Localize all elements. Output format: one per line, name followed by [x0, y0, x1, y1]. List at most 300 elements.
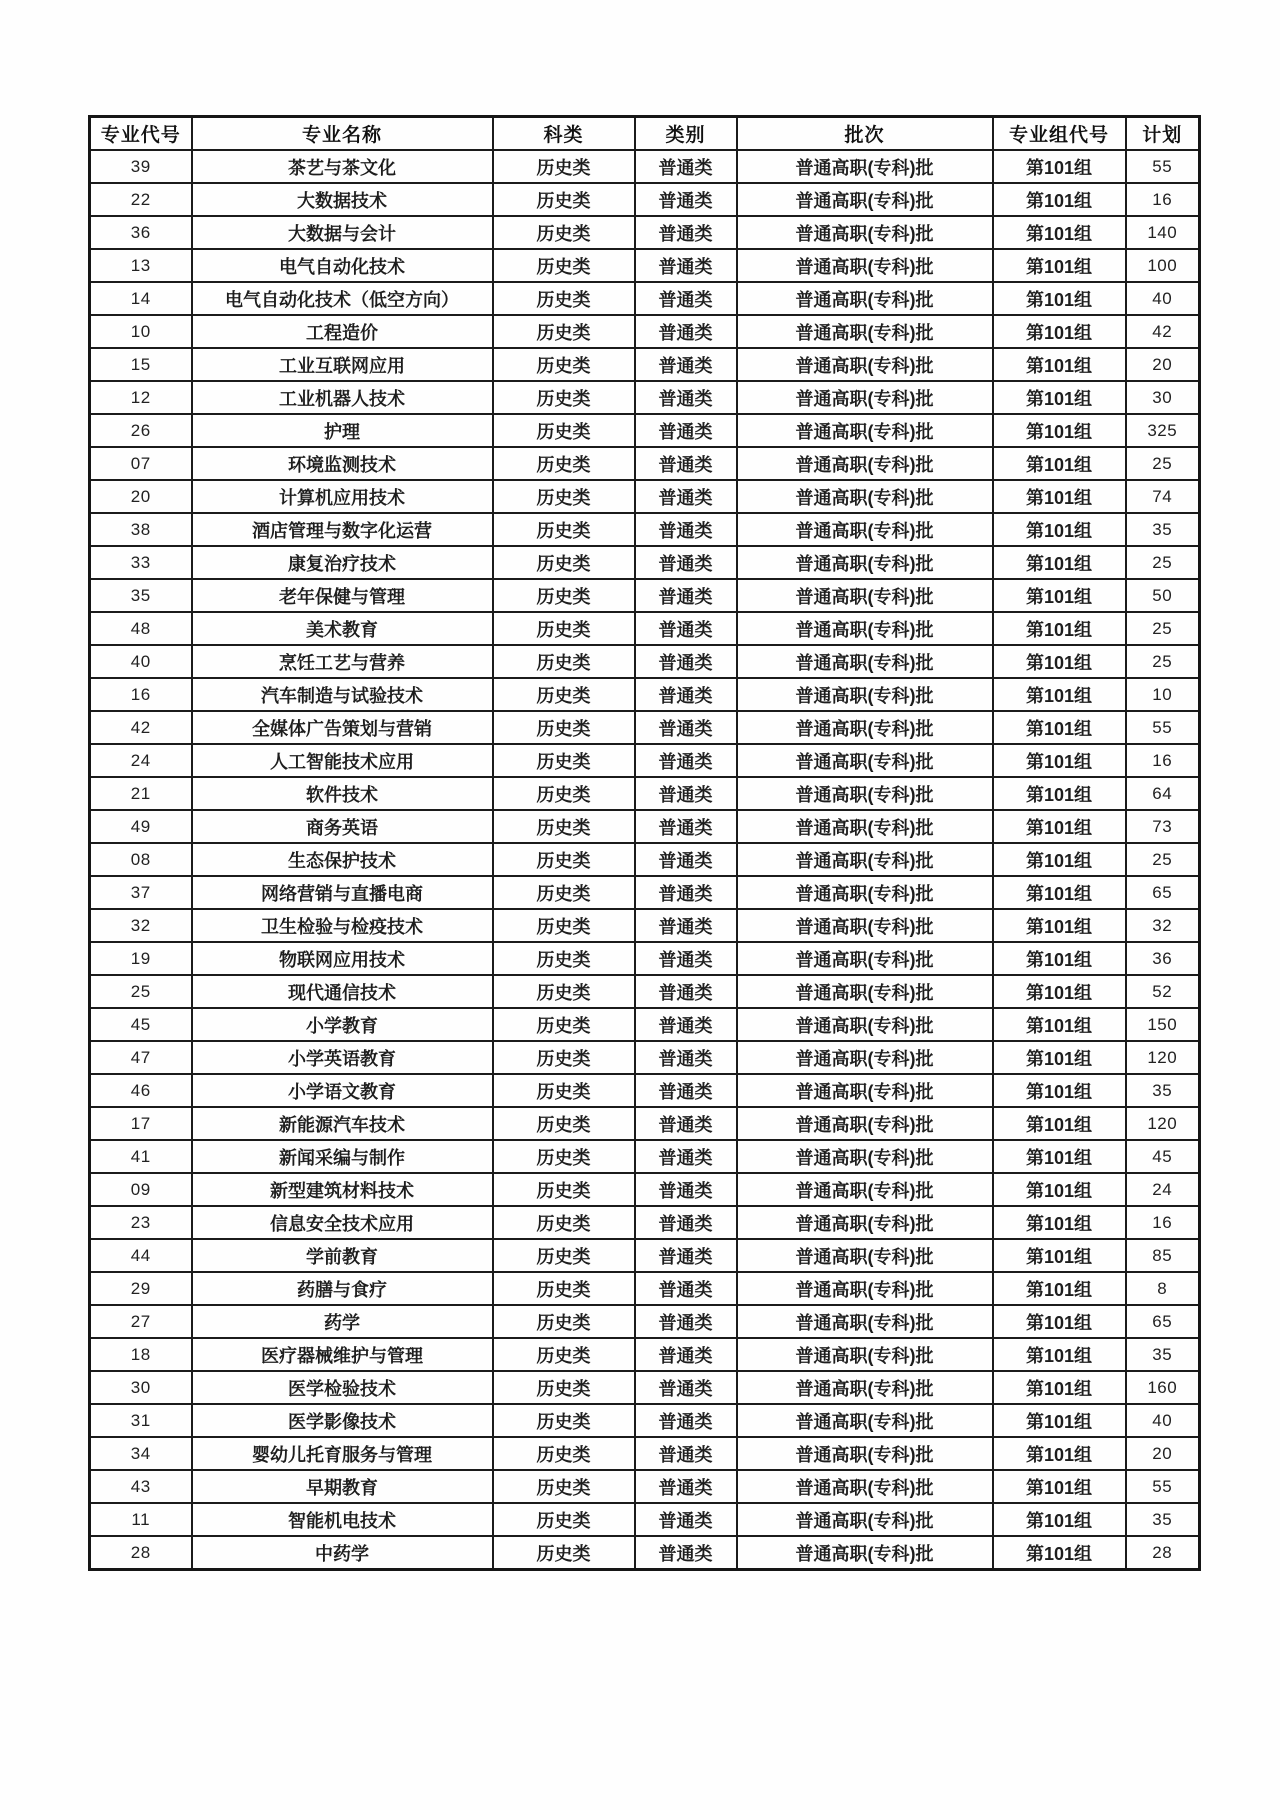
cell-code: 19	[90, 942, 192, 975]
cell-plan: 30	[1126, 381, 1200, 414]
cell-batch: 普通高职(专科)批	[737, 777, 993, 810]
cell-category: 普通类	[635, 942, 737, 975]
cell-plan: 16	[1126, 1206, 1200, 1239]
cell-plan: 74	[1126, 480, 1200, 513]
cell-batch: 普通高职(专科)批	[737, 414, 993, 447]
cell-plan: 64	[1126, 777, 1200, 810]
cell-subject: 历史类	[493, 1437, 635, 1470]
cell-batch: 普通高职(专科)批	[737, 1536, 993, 1570]
cell-name: 康复治疗技术	[192, 546, 493, 579]
cell-batch: 普通高职(专科)批	[737, 678, 993, 711]
cell-plan: 120	[1126, 1107, 1200, 1140]
cell-plan: 28	[1126, 1536, 1200, 1570]
cell-plan: 150	[1126, 1008, 1200, 1041]
cell-code: 39	[90, 150, 192, 183]
cell-plan: 52	[1126, 975, 1200, 1008]
cell-code: 13	[90, 249, 192, 282]
cell-group: 第101组	[993, 810, 1126, 843]
cell-subject: 历史类	[493, 645, 635, 678]
cell-name: 新闻采编与制作	[192, 1140, 493, 1173]
cell-subject: 历史类	[493, 942, 635, 975]
table-row	[90, 678, 1200, 711]
table-row	[90, 1008, 1200, 1041]
cell-category: 普通类	[635, 777, 737, 810]
cell-name: 药学	[192, 1305, 493, 1338]
cell-batch: 普通高职(专科)批	[737, 1503, 993, 1536]
table-row	[90, 744, 1200, 777]
cell-batch: 普通高职(专科)批	[737, 1437, 993, 1470]
cell-subject: 历史类	[493, 1272, 635, 1305]
cell-category: 普通类	[635, 645, 737, 678]
cell-category: 普通类	[635, 1503, 737, 1536]
cell-subject: 历史类	[493, 249, 635, 282]
cell-subject: 历史类	[493, 1008, 635, 1041]
table-row	[90, 777, 1200, 810]
cell-group: 第101组	[993, 546, 1126, 579]
cell-group: 第101组	[993, 711, 1126, 744]
cell-subject: 历史类	[493, 1173, 635, 1206]
cell-batch: 普通高职(专科)批	[737, 381, 993, 414]
cell-category: 普通类	[635, 513, 737, 546]
table-row	[90, 546, 1200, 579]
table-row	[90, 1536, 1200, 1570]
cell-name: 老年保健与管理	[192, 579, 493, 612]
cell-plan: 25	[1126, 447, 1200, 480]
cell-code: 08	[90, 843, 192, 876]
cell-batch: 普通高职(专科)批	[737, 1173, 993, 1206]
cell-code: 20	[90, 480, 192, 513]
cell-group: 第101组	[993, 1305, 1126, 1338]
cell-plan: 35	[1126, 1503, 1200, 1536]
header-row	[90, 117, 1200, 151]
table-row	[90, 1140, 1200, 1173]
cell-subject: 历史类	[493, 975, 635, 1008]
table-row	[90, 282, 1200, 315]
table-row	[90, 1338, 1200, 1371]
cell-plan: 65	[1126, 876, 1200, 909]
cell-code: 41	[90, 1140, 192, 1173]
cell-code: 27	[90, 1305, 192, 1338]
table-row	[90, 381, 1200, 414]
cell-subject: 历史类	[493, 1338, 635, 1371]
cell-category: 普通类	[635, 1536, 737, 1570]
cell-subject: 历史类	[493, 282, 635, 315]
cell-subject: 历史类	[493, 711, 635, 744]
cell-plan: 35	[1126, 513, 1200, 546]
cell-subject: 历史类	[493, 810, 635, 843]
cell-name: 人工智能技术应用	[192, 744, 493, 777]
table-row	[90, 909, 1200, 942]
table-row	[90, 1503, 1200, 1536]
cell-batch: 普通高职(专科)批	[737, 876, 993, 909]
cell-name: 新能源汽车技术	[192, 1107, 493, 1140]
cell-code: 26	[90, 414, 192, 447]
cell-name: 药膳与食疗	[192, 1272, 493, 1305]
cell-plan: 160	[1126, 1371, 1200, 1404]
table-row	[90, 1239, 1200, 1272]
cell-name: 中药学	[192, 1536, 493, 1570]
table-body	[90, 150, 1200, 1570]
cell-group: 第101组	[993, 1008, 1126, 1041]
cell-code: 23	[90, 1206, 192, 1239]
cell-name: 婴幼儿托育服务与管理	[192, 1437, 493, 1470]
table-row	[90, 1173, 1200, 1206]
cell-subject: 历史类	[493, 1404, 635, 1437]
cell-name: 大数据技术	[192, 183, 493, 216]
table-row	[90, 513, 1200, 546]
cell-group: 第101组	[993, 150, 1126, 183]
table-row	[90, 150, 1200, 183]
cell-batch: 普通高职(专科)批	[737, 711, 993, 744]
cell-category: 普通类	[635, 1173, 737, 1206]
cell-group: 第101组	[993, 282, 1126, 315]
table-row	[90, 1041, 1200, 1074]
cell-category: 普通类	[635, 843, 737, 876]
cell-subject: 历史类	[493, 216, 635, 249]
cell-batch: 普通高职(专科)批	[737, 1008, 993, 1041]
table-row	[90, 414, 1200, 447]
cell-subject: 历史类	[493, 744, 635, 777]
cell-subject: 历史类	[493, 381, 635, 414]
cell-plan: 85	[1126, 1239, 1200, 1272]
cell-name: 现代通信技术	[192, 975, 493, 1008]
column-header-subject: 科类	[493, 117, 635, 151]
cell-name: 电气自动化技术	[192, 249, 493, 282]
cell-batch: 普通高职(专科)批	[737, 1140, 993, 1173]
cell-batch: 普通高职(专科)批	[737, 480, 993, 513]
cell-subject: 历史类	[493, 183, 635, 216]
cell-plan: 325	[1126, 414, 1200, 447]
cell-category: 普通类	[635, 1470, 737, 1503]
cell-group: 第101组	[993, 1239, 1126, 1272]
cell-name: 医学影像技术	[192, 1404, 493, 1437]
cell-plan: 25	[1126, 843, 1200, 876]
cell-subject: 历史类	[493, 1305, 635, 1338]
cell-code: 48	[90, 612, 192, 645]
table-header	[90, 117, 1200, 151]
cell-category: 普通类	[635, 348, 737, 381]
table-row	[90, 942, 1200, 975]
cell-category: 普通类	[635, 1008, 737, 1041]
cell-plan: 55	[1126, 150, 1200, 183]
cell-code: 46	[90, 1074, 192, 1107]
cell-batch: 普通高职(专科)批	[737, 909, 993, 942]
cell-plan: 140	[1126, 216, 1200, 249]
cell-group: 第101组	[993, 480, 1126, 513]
cell-category: 普通类	[635, 1437, 737, 1470]
cell-group: 第101组	[993, 381, 1126, 414]
table-row	[90, 645, 1200, 678]
cell-plan: 65	[1126, 1305, 1200, 1338]
cell-name: 信息安全技术应用	[192, 1206, 493, 1239]
cell-batch: 普通高职(专科)批	[737, 1404, 993, 1437]
cell-category: 普通类	[635, 744, 737, 777]
cell-code: 45	[90, 1008, 192, 1041]
cell-batch: 普通高职(专科)批	[737, 1371, 993, 1404]
cell-group: 第101组	[993, 414, 1126, 447]
cell-category: 普通类	[635, 480, 737, 513]
cell-code: 31	[90, 1404, 192, 1437]
cell-batch: 普通高职(专科)批	[737, 249, 993, 282]
cell-name: 小学语文教育	[192, 1074, 493, 1107]
table-row	[90, 1074, 1200, 1107]
table-row	[90, 480, 1200, 513]
cell-code: 43	[90, 1470, 192, 1503]
cell-category: 普通类	[635, 282, 737, 315]
cell-code: 18	[90, 1338, 192, 1371]
cell-code: 49	[90, 810, 192, 843]
cell-plan: 25	[1126, 612, 1200, 645]
cell-subject: 历史类	[493, 546, 635, 579]
cell-name: 工业互联网应用	[192, 348, 493, 381]
cell-group: 第101组	[993, 1338, 1126, 1371]
table-row	[90, 183, 1200, 216]
cell-batch: 普通高职(专科)批	[737, 447, 993, 480]
cell-subject: 历史类	[493, 414, 635, 447]
cell-group: 第101组	[993, 315, 1126, 348]
cell-subject: 历史类	[493, 1239, 635, 1272]
table-row	[90, 876, 1200, 909]
cell-plan: 25	[1126, 546, 1200, 579]
cell-category: 普通类	[635, 216, 737, 249]
cell-subject: 历史类	[493, 777, 635, 810]
cell-subject: 历史类	[493, 1107, 635, 1140]
cell-code: 12	[90, 381, 192, 414]
cell-subject: 历史类	[493, 1041, 635, 1074]
column-header-batch: 批次	[737, 117, 993, 151]
cell-batch: 普通高职(专科)批	[737, 150, 993, 183]
cell-code: 09	[90, 1173, 192, 1206]
cell-category: 普通类	[635, 876, 737, 909]
cell-name: 电气自动化技术（低空方向）	[192, 282, 493, 315]
cell-name: 工业机器人技术	[192, 381, 493, 414]
cell-group: 第101组	[993, 843, 1126, 876]
column-header-plan: 计划	[1126, 117, 1200, 151]
cell-plan: 16	[1126, 744, 1200, 777]
table-row	[90, 843, 1200, 876]
cell-batch: 普通高职(专科)批	[737, 282, 993, 315]
cell-group: 第101组	[993, 1503, 1126, 1536]
cell-group: 第101组	[993, 1536, 1126, 1570]
cell-batch: 普通高职(专科)批	[737, 1239, 993, 1272]
cell-code: 42	[90, 711, 192, 744]
cell-category: 普通类	[635, 1206, 737, 1239]
cell-batch: 普通高职(专科)批	[737, 612, 993, 645]
cell-name: 生态保护技术	[192, 843, 493, 876]
cell-group: 第101组	[993, 1371, 1126, 1404]
table-row	[90, 1470, 1200, 1503]
cell-subject: 历史类	[493, 1470, 635, 1503]
cell-name: 智能机电技术	[192, 1503, 493, 1536]
cell-name: 茶艺与茶文化	[192, 150, 493, 183]
cell-group: 第101组	[993, 1140, 1126, 1173]
table-row	[90, 1437, 1200, 1470]
cell-code: 32	[90, 909, 192, 942]
cell-group: 第101组	[993, 975, 1126, 1008]
cell-plan: 20	[1126, 1437, 1200, 1470]
cell-subject: 历史类	[493, 150, 635, 183]
cell-group: 第101组	[993, 909, 1126, 942]
cell-batch: 普通高职(专科)批	[737, 513, 993, 546]
cell-name: 商务英语	[192, 810, 493, 843]
cell-plan: 45	[1126, 1140, 1200, 1173]
cell-name: 全媒体广告策划与营销	[192, 711, 493, 744]
cell-batch: 普通高职(专科)批	[737, 1107, 993, 1140]
cell-subject: 历史类	[493, 1074, 635, 1107]
cell-category: 普通类	[635, 711, 737, 744]
cell-code: 21	[90, 777, 192, 810]
cell-batch: 普通高职(专科)批	[737, 1338, 993, 1371]
cell-code: 36	[90, 216, 192, 249]
cell-group: 第101组	[993, 1107, 1126, 1140]
table-row	[90, 1107, 1200, 1140]
cell-batch: 普通高职(专科)批	[737, 216, 993, 249]
cell-group: 第101组	[993, 249, 1126, 282]
cell-code: 25	[90, 975, 192, 1008]
cell-code: 47	[90, 1041, 192, 1074]
cell-category: 普通类	[635, 1404, 737, 1437]
cell-group: 第101组	[993, 513, 1126, 546]
column-header-category: 类别	[635, 117, 737, 151]
cell-group: 第101组	[993, 1041, 1126, 1074]
table-row	[90, 1404, 1200, 1437]
cell-code: 33	[90, 546, 192, 579]
cell-group: 第101组	[993, 1272, 1126, 1305]
cell-subject: 历史类	[493, 843, 635, 876]
cell-name: 工程造价	[192, 315, 493, 348]
cell-batch: 普通高职(专科)批	[737, 1305, 993, 1338]
cell-group: 第101组	[993, 876, 1126, 909]
cell-subject: 历史类	[493, 909, 635, 942]
cell-name: 汽车制造与试验技术	[192, 678, 493, 711]
cell-code: 22	[90, 183, 192, 216]
table-row	[90, 810, 1200, 843]
cell-group: 第101组	[993, 183, 1126, 216]
cell-name: 环境监测技术	[192, 447, 493, 480]
cell-name: 计算机应用技术	[192, 480, 493, 513]
cell-category: 普通类	[635, 579, 737, 612]
column-header-name: 专业名称	[192, 117, 493, 151]
cell-category: 普通类	[635, 249, 737, 282]
table-row	[90, 1305, 1200, 1338]
cell-group: 第101组	[993, 744, 1126, 777]
cell-code: 17	[90, 1107, 192, 1140]
cell-subject: 历史类	[493, 876, 635, 909]
cell-batch: 普通高职(专科)批	[737, 1041, 993, 1074]
cell-name: 护理	[192, 414, 493, 447]
cell-batch: 普通高职(专科)批	[737, 843, 993, 876]
cell-group: 第101组	[993, 1074, 1126, 1107]
cell-name: 小学教育	[192, 1008, 493, 1041]
table-row	[90, 1206, 1200, 1239]
table-row	[90, 711, 1200, 744]
cell-category: 普通类	[635, 1107, 737, 1140]
cell-batch: 普通高职(专科)批	[737, 744, 993, 777]
cell-name: 新型建筑材料技术	[192, 1173, 493, 1206]
cell-name: 美术教育	[192, 612, 493, 645]
cell-code: 15	[90, 348, 192, 381]
cell-subject: 历史类	[493, 579, 635, 612]
cell-batch: 普通高职(专科)批	[737, 975, 993, 1008]
cell-category: 普通类	[635, 315, 737, 348]
cell-category: 普通类	[635, 381, 737, 414]
cell-group: 第101组	[993, 1470, 1126, 1503]
cell-batch: 普通高职(专科)批	[737, 645, 993, 678]
cell-subject: 历史类	[493, 513, 635, 546]
table-row	[90, 315, 1200, 348]
cell-plan: 73	[1126, 810, 1200, 843]
cell-group: 第101组	[993, 777, 1126, 810]
table-row	[90, 1371, 1200, 1404]
cell-name: 早期教育	[192, 1470, 493, 1503]
cell-name: 医疗器械维护与管理	[192, 1338, 493, 1371]
cell-group: 第101组	[993, 1206, 1126, 1239]
cell-category: 普通类	[635, 1305, 737, 1338]
cell-plan: 36	[1126, 942, 1200, 975]
cell-group: 第101组	[993, 678, 1126, 711]
cell-group: 第101组	[993, 1437, 1126, 1470]
cell-category: 普通类	[635, 1074, 737, 1107]
cell-batch: 普通高职(专科)批	[737, 810, 993, 843]
cell-batch: 普通高职(专科)批	[737, 942, 993, 975]
cell-category: 普通类	[635, 1272, 737, 1305]
cell-batch: 普通高职(专科)批	[737, 1206, 993, 1239]
cell-category: 普通类	[635, 678, 737, 711]
cell-category: 普通类	[635, 975, 737, 1008]
column-header-group: 专业组代号	[993, 117, 1126, 151]
cell-name: 酒店管理与数字化运营	[192, 513, 493, 546]
table-row	[90, 975, 1200, 1008]
cell-code: 16	[90, 678, 192, 711]
cell-code: 11	[90, 1503, 192, 1536]
cell-batch: 普通高职(专科)批	[737, 183, 993, 216]
cell-name: 学前教育	[192, 1239, 493, 1272]
cell-code: 07	[90, 447, 192, 480]
cell-plan: 55	[1126, 711, 1200, 744]
cell-batch: 普通高职(专科)批	[737, 1470, 993, 1503]
cell-name: 小学英语教育	[192, 1041, 493, 1074]
cell-name: 物联网应用技术	[192, 942, 493, 975]
cell-batch: 普通高职(专科)批	[737, 315, 993, 348]
cell-subject: 历史类	[493, 1140, 635, 1173]
cell-category: 普通类	[635, 1140, 737, 1173]
cell-plan: 40	[1126, 1404, 1200, 1437]
cell-category: 普通类	[635, 414, 737, 447]
cell-group: 第101组	[993, 348, 1126, 381]
cell-subject: 历史类	[493, 1536, 635, 1570]
cell-name: 烹饪工艺与营养	[192, 645, 493, 678]
cell-plan: 40	[1126, 282, 1200, 315]
cell-code: 30	[90, 1371, 192, 1404]
cell-code: 28	[90, 1536, 192, 1570]
table-row	[90, 249, 1200, 282]
cell-name: 医学检验技术	[192, 1371, 493, 1404]
cell-code: 24	[90, 744, 192, 777]
cell-subject: 历史类	[493, 678, 635, 711]
cell-plan: 10	[1126, 678, 1200, 711]
cell-category: 普通类	[635, 810, 737, 843]
cell-subject: 历史类	[493, 1206, 635, 1239]
cell-batch: 普通高职(专科)批	[737, 1074, 993, 1107]
cell-group: 第101组	[993, 612, 1126, 645]
cell-batch: 普通高职(专科)批	[737, 546, 993, 579]
table-row	[90, 612, 1200, 645]
cell-code: 29	[90, 1272, 192, 1305]
cell-code: 44	[90, 1239, 192, 1272]
cell-subject: 历史类	[493, 315, 635, 348]
cell-code: 34	[90, 1437, 192, 1470]
cell-subject: 历史类	[493, 348, 635, 381]
